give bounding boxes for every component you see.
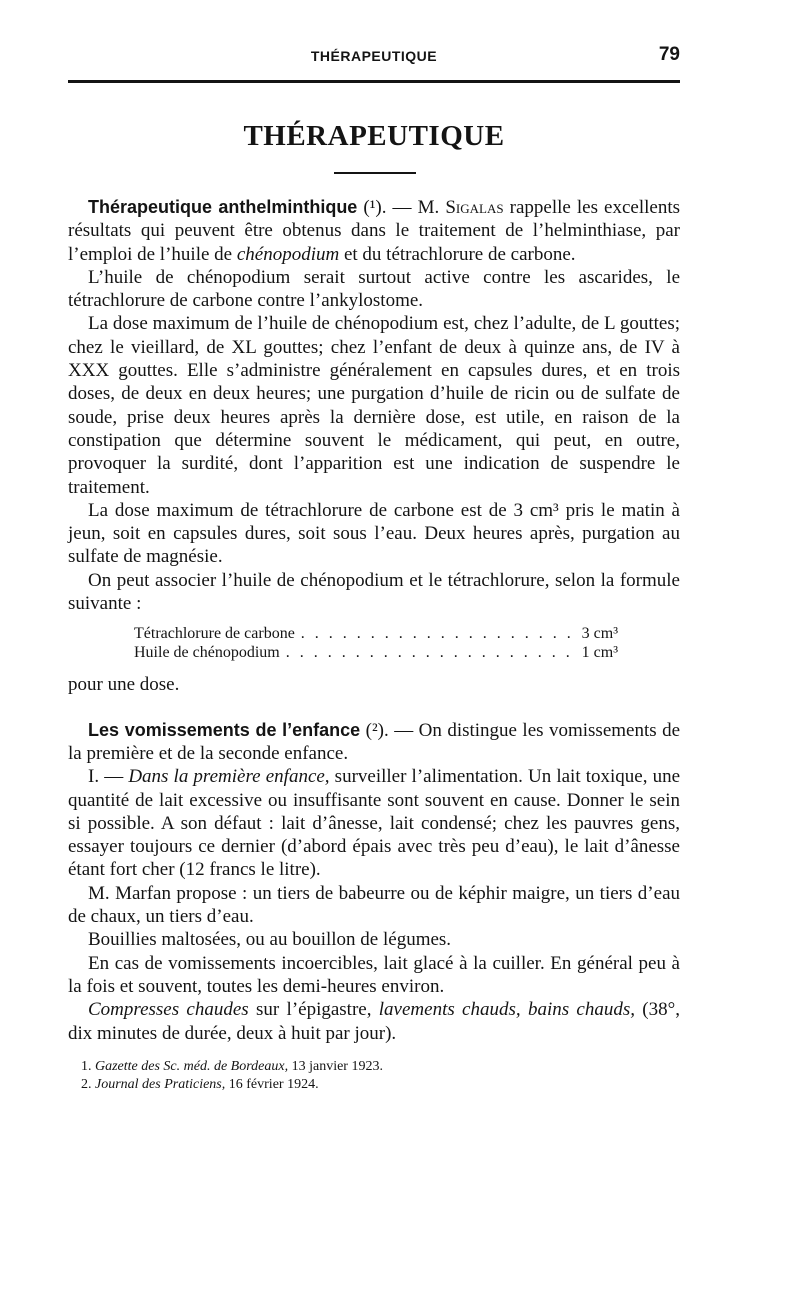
paragraph: On peut associer l’huile de chénopodium et le tétrachlorure, selon la formule suivante : bbox=[68, 569, 680, 615]
running-head bbox=[68, 44, 680, 74]
text-run: — On distingue les vomissements de la première et de la seconde enfance. bbox=[68, 719, 681, 764]
formula-ingredient: Huile de chénopodium bbox=[134, 644, 280, 662]
paragraph: pour une dose. bbox=[68, 674, 180, 696]
formula-row bbox=[134, 624, 618, 643]
section-heading-anthelminthique: Thérapeutique anthelminthique bbox=[88, 197, 358, 217]
paragraph: L’huile de chénopodium serait surtout active contre les ascarides, le tétrachlorure de carbone contre l’ankylostome. bbox=[68, 266, 680, 312]
footnote bbox=[68, 1058, 680, 1076]
italic-phrase: Compresses chaudes bbox=[88, 999, 249, 1021]
footnote-source: Journal des Praticiens, bbox=[95, 1076, 226, 1092]
formula-row bbox=[134, 643, 618, 662]
footnote-date: 13 janvier 1923. bbox=[288, 1058, 383, 1074]
italic-phrase: Dans la première enfance, bbox=[128, 766, 330, 788]
paragraph: M. Marfan propose : un tiers de babeurre ou de képhir maigre, un tiers d’eau de chaux, un tiers d’eau. bbox=[68, 882, 680, 928]
footnote-number: 2. bbox=[81, 1076, 92, 1092]
section-gap bbox=[68, 697, 680, 719]
formula-table bbox=[134, 624, 618, 662]
leader-dots bbox=[301, 624, 576, 643]
footnote-ref-1: (¹). bbox=[363, 197, 387, 218]
paragraph: La dose maximum de tétrachlorure de carbone est de 3 cm³ pris le matin à jeun, soit en capsules dures, soit sous l’eau. Deux heures après, purgation au sulfate de magnésie. bbox=[68, 499, 680, 568]
running-title: THÉRAPEUTIQUE bbox=[310, 48, 438, 64]
italic-term: chénopodium bbox=[236, 243, 340, 265]
text-run: (38°, dix minutes de durée, deux à huit par jour). bbox=[68, 999, 680, 1044]
text-run: surveiller l’alimentation. Un lait toxique, une quantité de lait excessive ou insuffisante sont souvent en cause. Donner le sein si possible. A son défaut : lait d’ânesse, lait condensé; chez les pauvres gens, essayer toujours ce dernier (d’abord épais avec très peu d’eau), le lait d’ânesse étant fort cher (12 francs le litre). bbox=[68, 766, 680, 881]
text-run: et du tétrachlorure de carbone. bbox=[339, 243, 576, 265]
formula-ingredient: Tétrachlorure de carbone bbox=[134, 625, 295, 643]
paragraph bbox=[68, 196, 680, 266]
footnote-date: 16 février 1924. bbox=[225, 1076, 319, 1092]
title-rule bbox=[334, 172, 416, 174]
paragraph bbox=[68, 765, 680, 881]
leader-dots bbox=[286, 643, 576, 662]
page-number: 79 bbox=[658, 44, 680, 65]
text-run: I. — bbox=[88, 766, 129, 788]
paragraph bbox=[68, 998, 680, 1045]
footnotes bbox=[68, 1058, 680, 1094]
body-text bbox=[68, 196, 680, 1094]
text-run: rappelle les excellents résultats qui peuvent être obtenus dans le traitement de l’helminthiase, par l’emploi de l’huile de bbox=[68, 197, 680, 265]
italic-phrase: lavements chauds, bains chauds, bbox=[378, 999, 635, 1021]
paragraph bbox=[68, 719, 680, 766]
footnote bbox=[68, 1076, 680, 1094]
paragraph: La dose maximum de l’huile de chénopodium est, chez l’adulte, de L gouttes; chez le vieillard, de XL gouttes; chez l’enfant de deux à quinze ans, de IV à XXX gouttes. Elle s’administre généralement en capsules dures, et en trois doses, de deux en deux heures; une purgation d’huile de ricin ou de sulfate de soude, prise deux heures après la dernière dose, est utile, en raison de la constipation que détermine souvent le médicament, qui peut, en outre, provoquer la surdité, dont l’apparition est une indication de suspendre le traitement. bbox=[68, 313, 680, 498]
paragraph: Bouillies maltosées, ou au bouillon de légumes. bbox=[88, 929, 452, 951]
text-run: — M. bbox=[386, 197, 446, 218]
footnote-ref-2: (²). bbox=[365, 719, 389, 741]
text-run: sur l’épigastre, bbox=[248, 999, 379, 1021]
footnote-number: 1. bbox=[81, 1058, 92, 1074]
section-heading-vomissements: Les vomissements de l’enfance bbox=[88, 719, 361, 740]
chapter-title: THÉRAPEUTIQUE bbox=[243, 120, 505, 152]
header-rule bbox=[68, 80, 680, 83]
formula-quantity: 1 cm³ bbox=[581, 644, 618, 662]
formula-quantity: 3 cm³ bbox=[581, 625, 618, 643]
footnote-source: Gazette des Sc. méd. de Bordeaux, bbox=[95, 1058, 289, 1074]
author-name: Sigalas bbox=[445, 197, 504, 218]
paragraph: En cas de vomissements incoercibles, lait glacé à la cuiller. En général peu à la fois et souvent, toutes les demi-heures environ. bbox=[68, 952, 680, 997]
